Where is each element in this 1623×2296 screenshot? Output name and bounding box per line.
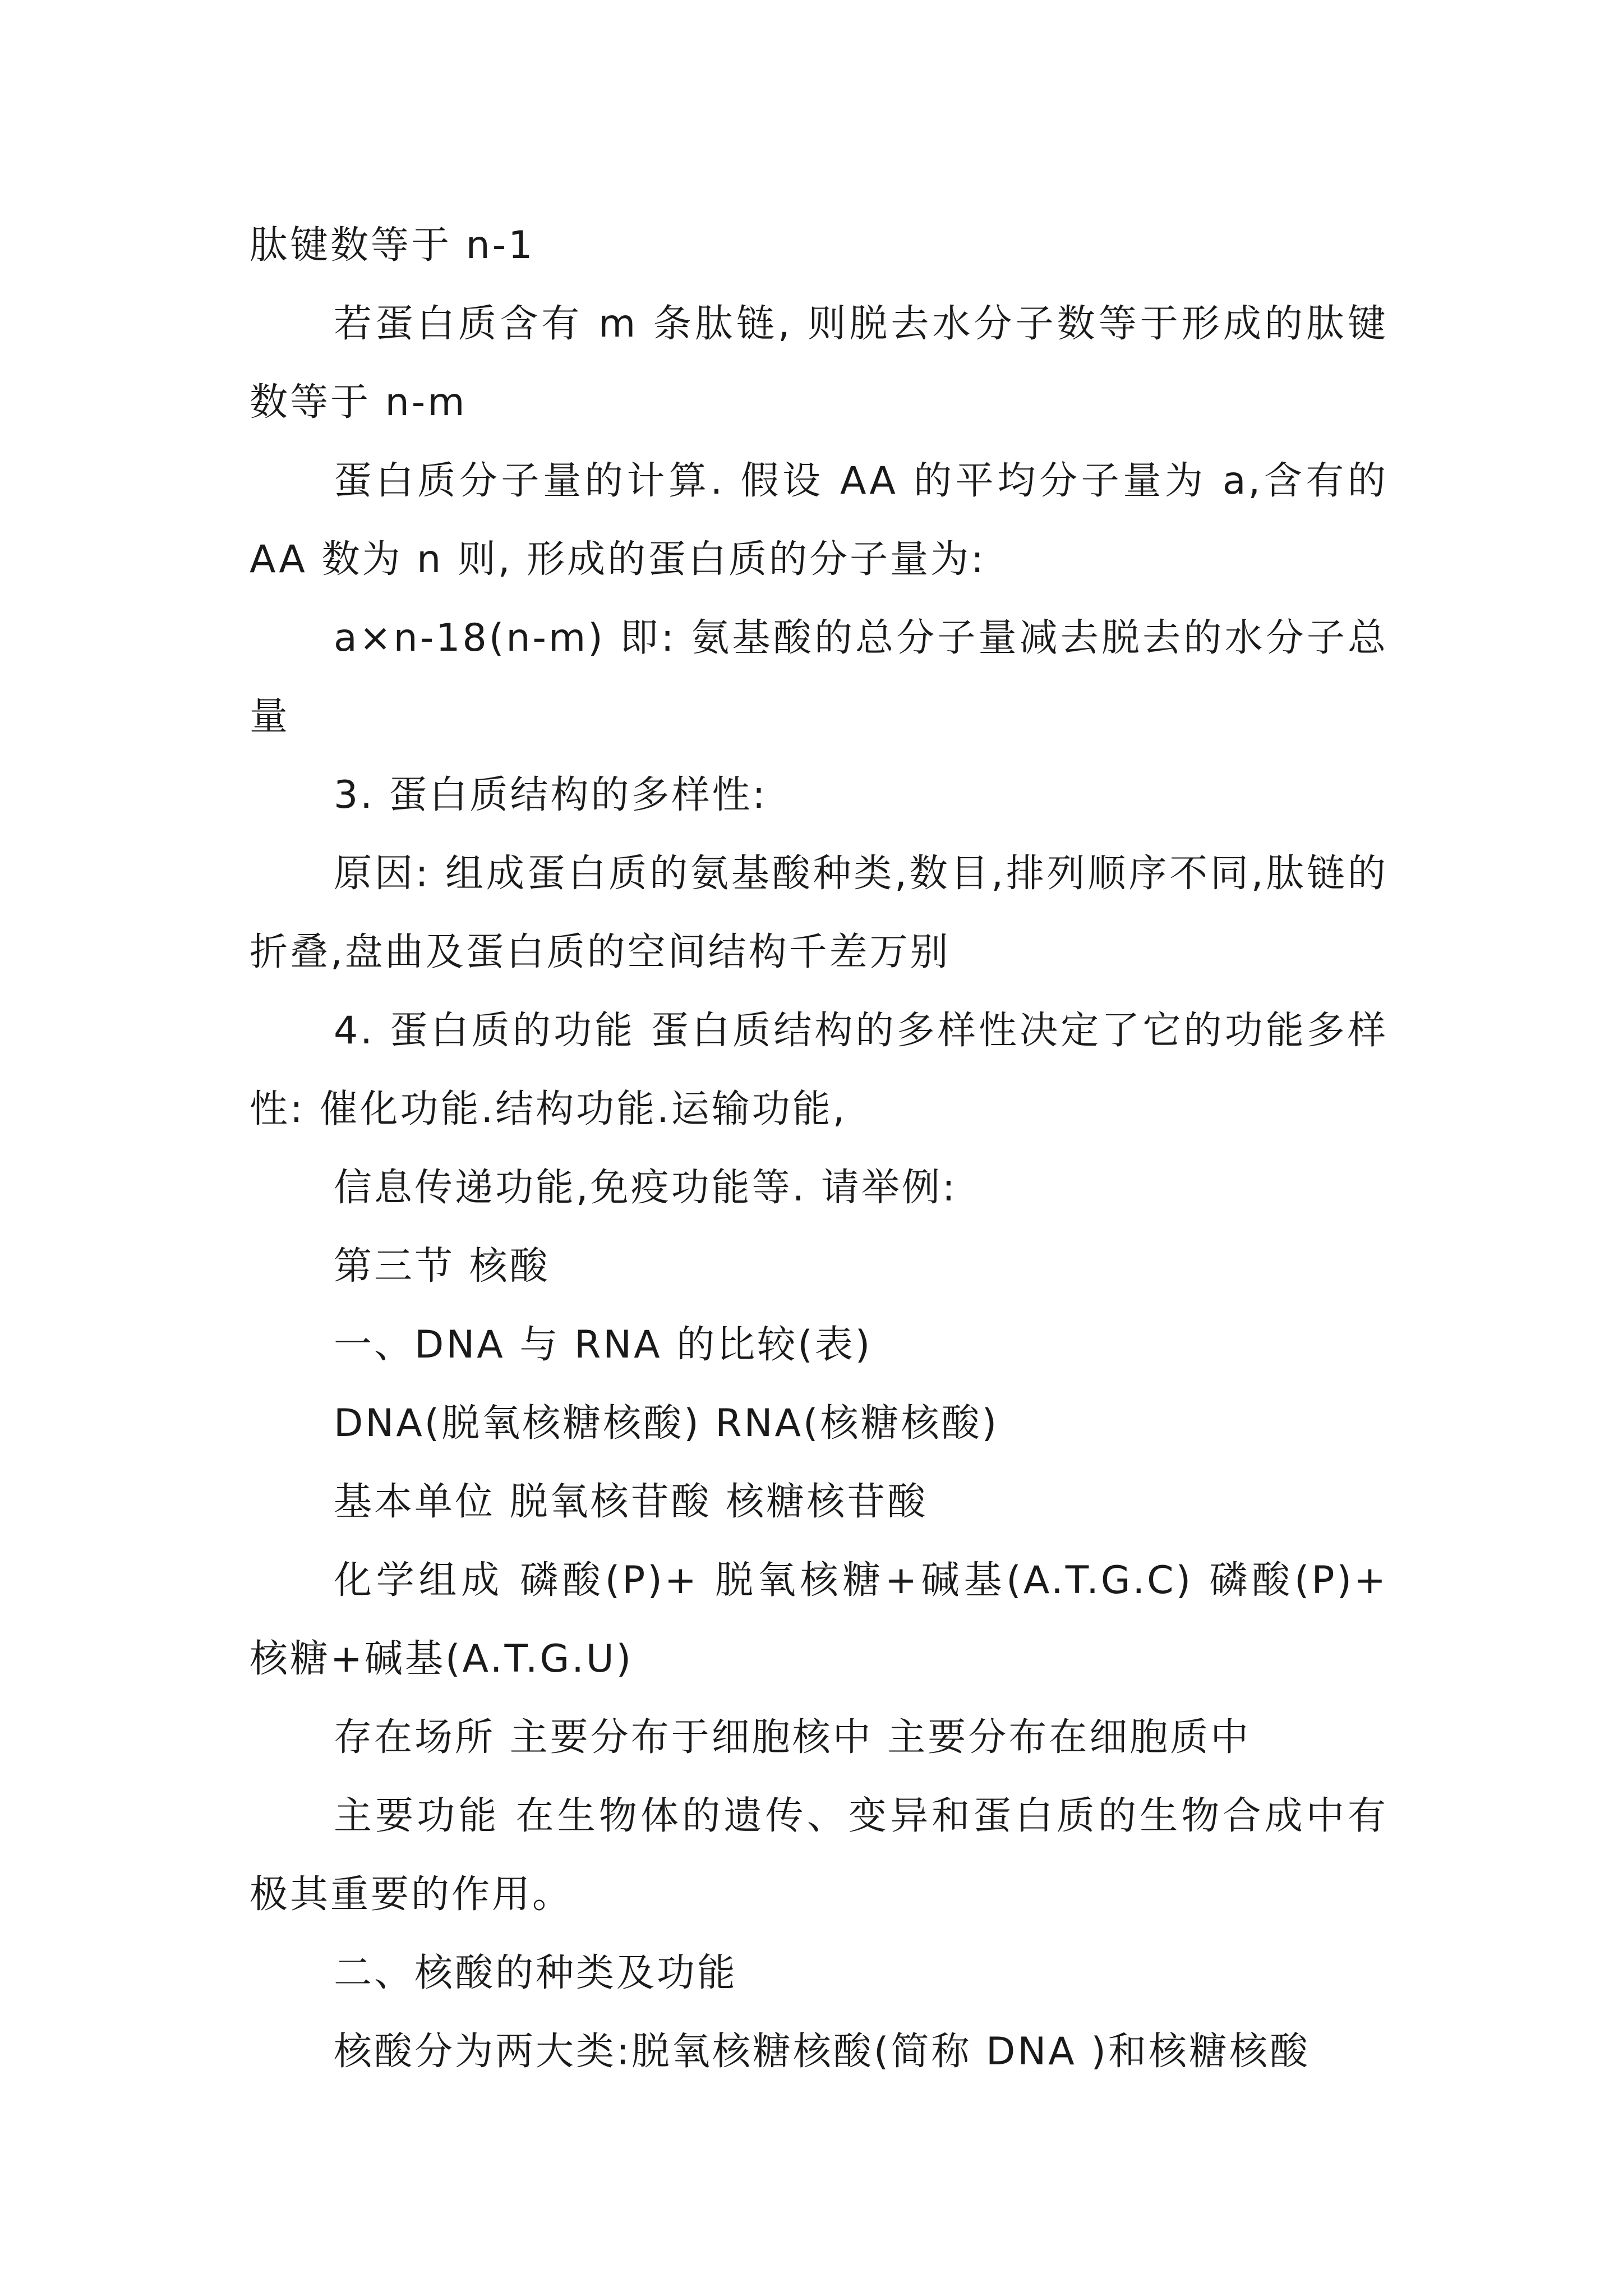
paragraph: 原因: 组成蛋白质的氨基酸种类,数目,排列顺序不同,肽链的折叠,盘曲及蛋白质的空间结构千差万别 xyxy=(250,852,1388,974)
paragraph: 蛋白质分子量的计算. 假设 AA 的平均分子量为 a,含有的 AA 数为 n 则, 形成的蛋白质的分子量为: xyxy=(250,459,1388,582)
paragraph: a×n-18(n-m) 即: 氨基酸的总分子量减去脱去的水分子总量 xyxy=(250,616,1388,739)
paragraph: 信息传递功能,免疫功能等. 请举例: xyxy=(334,1166,957,1210)
paragraph: 肽键数等于 n-1 xyxy=(250,223,535,268)
paragraph: 基本单位 脱氧核苷酸 核糖核苷酸 xyxy=(334,1480,928,1524)
paragraph: 存在场所 主要分布于细胞核中 主要分布在细胞质中 xyxy=(334,1715,1251,1760)
document-body xyxy=(250,206,1388,2091)
paragraph: DNA(脱氧核糖核酸) RNA(核糖核酸) xyxy=(334,1401,999,1446)
paragraph: 若蛋白质含有 m 条肽链, 则脱去水分子数等于形成的肽键数等于 n-m xyxy=(250,302,1388,425)
paragraph: 3. 蛋白质结构的多样性: xyxy=(334,773,768,817)
paragraph: 核酸分为两大类:脱氧核糖核酸(简称 DNA )和核糖核酸 xyxy=(334,2030,1310,2074)
section-heading: 第三节 核酸 xyxy=(334,1244,550,1289)
paragraph: 化学组成 磷酸(P)+ 脱氧核糖+碱基(A.T.G.C) 磷酸(P)+ 核糖+碱基(A.T.G.U) xyxy=(250,1558,1388,1681)
subsection-heading: 一、DNA 与 RNA 的比较(表) xyxy=(334,1323,873,1367)
paragraph: 主要功能 在生物体的遗传、变异和蛋白质的生物合成中有极其重要的作用。 xyxy=(250,1794,1388,1917)
paragraph: 4. 蛋白质的功能 蛋白质结构的多样性决定了它的功能多样性: 催化功能.结构功能.运输功能, xyxy=(250,1009,1388,1131)
subsection-heading: 二、核酸的种类及功能 xyxy=(334,1951,738,1995)
